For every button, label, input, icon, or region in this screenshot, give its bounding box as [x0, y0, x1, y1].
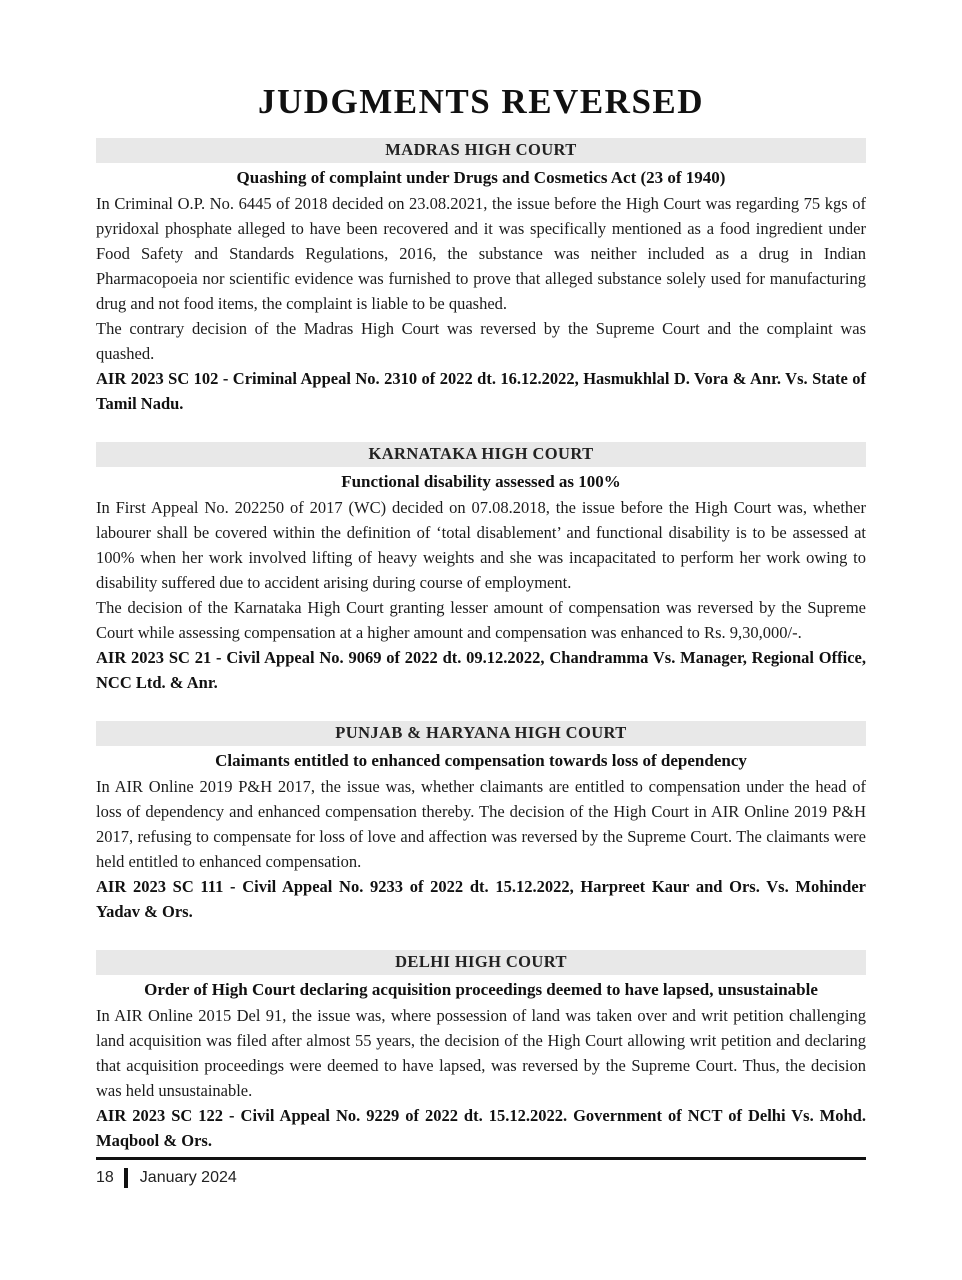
body-paragraph: In Criminal O.P. No. 6445 of 2018 decided on 23.08.2021, the issue before the High Court was regarding 75 kgs of pyridoxal phosphate alleged to have been recovered and it was specifically mentioned as a food ingredient under Food Safety and Standards Regulations, 2016, the substance was neither included as a drug in Indian Pharmacopoeia nor scientific evidence was furnished to prove that alleged substance solely used for manufacturing drug and not food items, the complaint is liable to be quashed.: [96, 194, 866, 313]
page-footer: [96, 1157, 866, 1188]
body-paragraph: The decision of the Karnataka High Court granting lesser amount of compensation was reversed by the Supreme Court while assessing compensation at a higher amount and compensation was enhanced to Rs. 9,30,000/-.: [96, 598, 866, 642]
section-delhi-high-court: [96, 950, 866, 1153]
section-punjab-haryana-high-court: [96, 721, 866, 924]
court-band: [96, 950, 866, 975]
body-paragraph: In AIR Online 2015 Del 91, the issue was, where possession of land was taken over and writ petition challenging land acquisition was filed after almost 55 years, the decision of the High Court allowing writ petition and declaring that acquisition proceedings were deemed to have lapsed, was reversed by the Supreme Court. Thus, the decision was held unsustainable.: [96, 1006, 866, 1100]
court-name: KARNATAKA HIGH COURT: [368, 444, 594, 463]
page-title: JUDGMENTS REVERSED: [257, 82, 705, 121]
case-headline: Claimants entitled to enhanced compensation towards loss of dependency: [215, 751, 747, 770]
case-citation: AIR 2023 SC 111 - Civil Appeal No. 9233 of 2022 dt. 15.12.2022, Harpreet Kaur and Ors. Vs. Mohinder Yadav & Ors.: [96, 877, 866, 921]
case-citation: AIR 2023 SC 102 - Criminal Appeal No. 2310 of 2022 dt. 16.12.2022, Hasmukhlal D. Vora & Anr. Vs. State of Tamil Nadu.: [96, 369, 866, 413]
case-headline: Quashing of complaint under Drugs and Cosmetics Act (23 of 1940): [236, 168, 726, 187]
section-madras-high-court: [96, 138, 866, 416]
court-name: DELHI HIGH COURT: [395, 952, 567, 971]
body-paragraph: The contrary decision of the Madras High Court was reversed by the Supreme Court and the complaint was quashed.: [96, 319, 866, 363]
footer-separator-bar: [124, 1168, 128, 1188]
court-band: [96, 721, 866, 746]
footer-rule: [96, 1157, 866, 1160]
footer-line: [96, 1168, 866, 1188]
court-name: MADRAS HIGH COURT: [385, 140, 577, 159]
body-paragraph: In AIR Online 2019 P&H 2017, the issue was, whether claimants are entitled to compensation under the head of loss of dependency and enhanced compensation thereby. The decision of the High Court in AIR Online 2019 P&H 2017, refusing to compensate for loss of love and affection was reversed by the Supreme Court. The claimants were held entitled to enhanced compensation.: [96, 777, 866, 871]
court-band: [96, 442, 866, 467]
court-band: [96, 138, 866, 163]
case-citation: AIR 2023 SC 122 - Civil Appeal No. 9229 of 2022 dt. 15.12.2022. Government of NCT of Delhi Vs. Mohd. Maqbool & Ors.: [96, 1106, 866, 1150]
case-headline: Functional disability assessed as 100%: [341, 472, 621, 491]
document-page: [96, 0, 866, 1188]
section-karnataka-high-court: [96, 442, 866, 695]
body-paragraph: In First Appeal No. 202250 of 2017 (WC) decided on 07.08.2018, the issue before the High Court was, whether labourer shall be covered within the definition of ‘total disablement’ and functional disability is to be assessed at 100% when her work involved lifting of heavy weights and she was incapacitated to perform her work owing to disability suffered due to accident arising during course of employment.: [96, 498, 866, 592]
issue-date: January 2024: [139, 1169, 237, 1186]
case-citation: AIR 2023 SC 21 - Civil Appeal No. 9069 of 2022 dt. 09.12.2022, Chandramma Vs. Manager, Regional Office, NCC Ltd. & Anr.: [96, 648, 866, 692]
court-name: PUNJAB & HARYANA HIGH COURT: [335, 723, 627, 742]
case-headline: Order of High Court declaring acquisition proceedings deemed to have lapsed, unsustainable: [144, 980, 818, 999]
page-number: 18: [96, 1169, 114, 1186]
